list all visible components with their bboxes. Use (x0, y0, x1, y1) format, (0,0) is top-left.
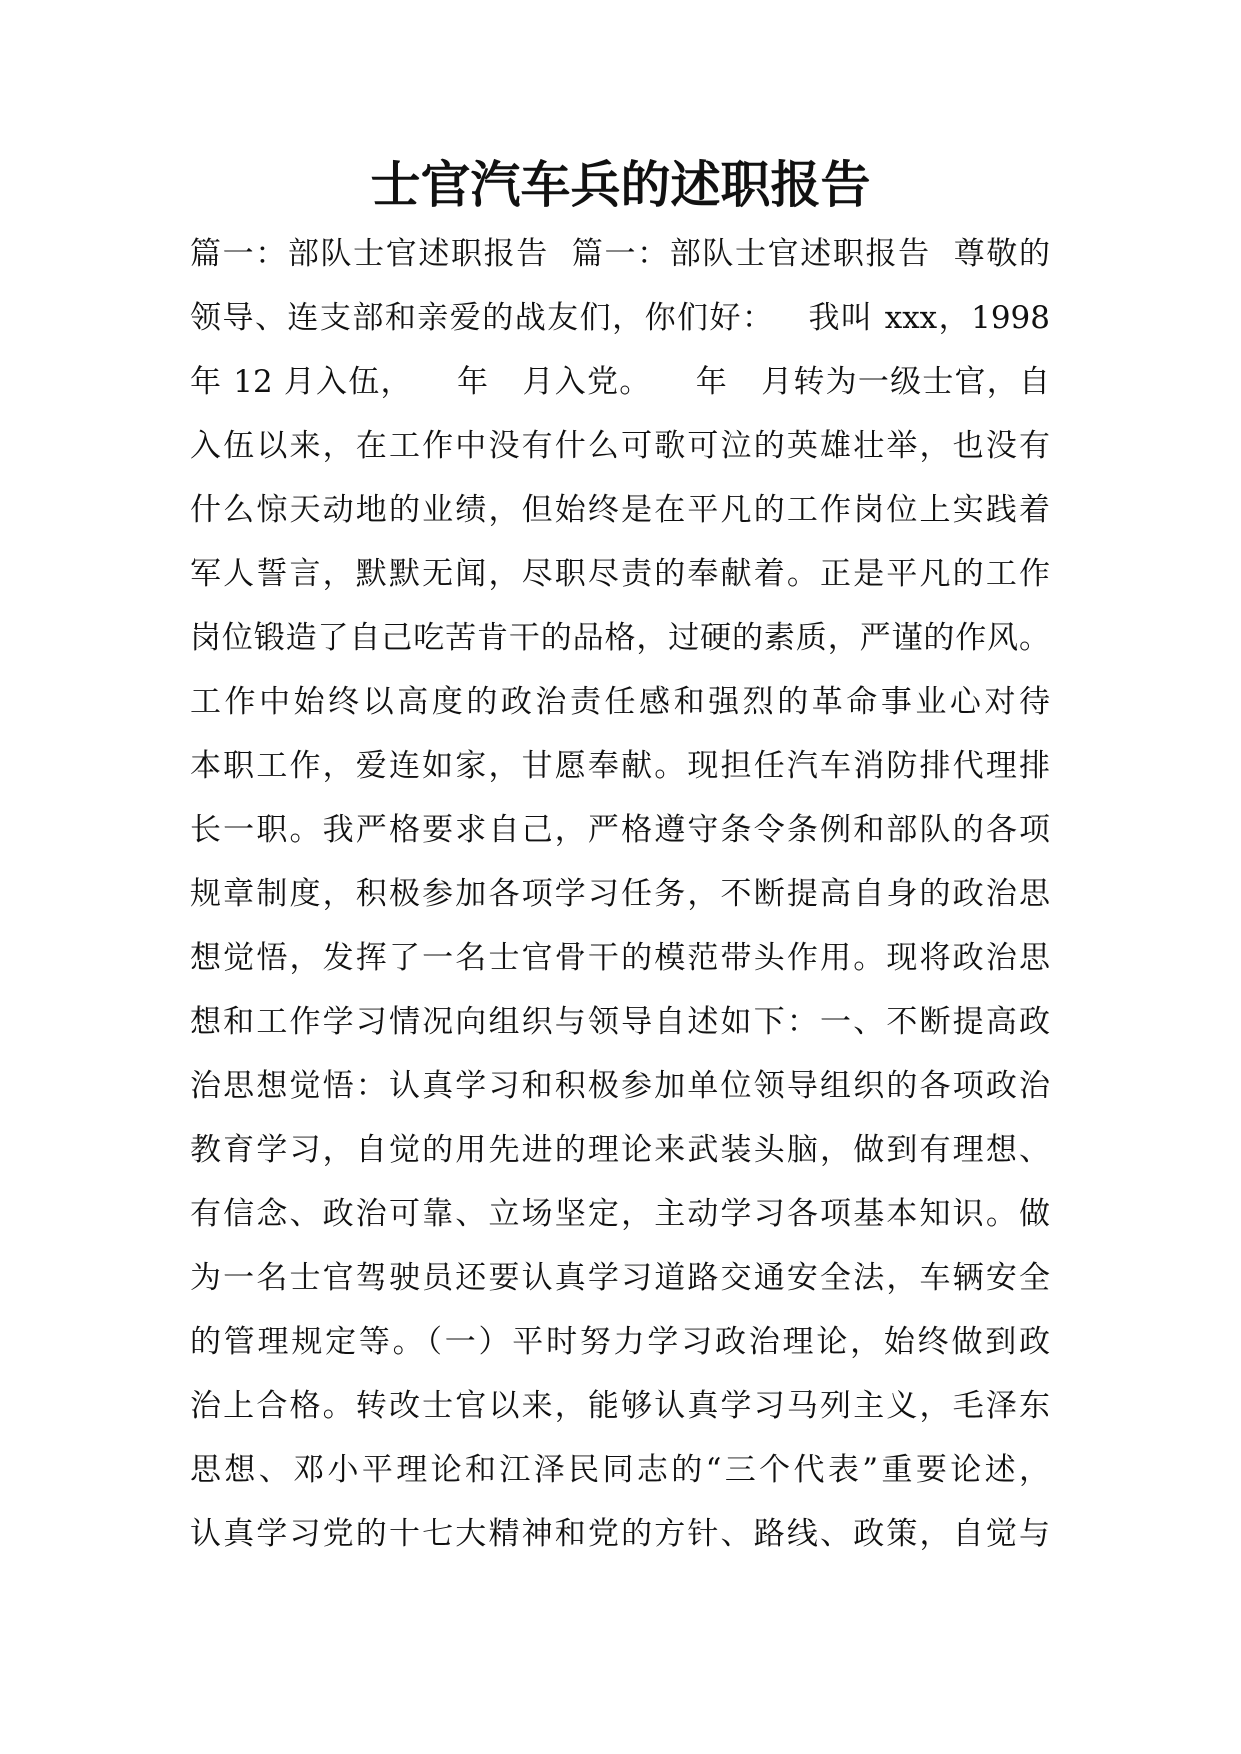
body-line: 岗位锻造了自己吃苦肯干的品格，过硬的素质，严谨的作风。 (190, 620, 1050, 656)
body-line: 为一名士官驾驶员还要认真学习道路交通安全法，车辆安全 (190, 1260, 1050, 1296)
body-line: 本职工作，爱连如家，甘愿奉献。现担任汽车消防排代理排 (190, 748, 1050, 784)
body-line: 年 12 月入伍， 年 月入党。 年 月转为一级士官，自 (190, 364, 1050, 400)
body-line: 领导、连支部和亲爱的战友们，你们好： 我叫 xxx，1998 (190, 300, 1050, 336)
body-line: 什么惊天动地的业绩，但始终是在平凡的工作岗位上实践着 (190, 492, 1050, 528)
body-line: 长一职。我严格要求自己，严格遵守条令条例和部队的各项 (190, 812, 1050, 848)
body-line: 教育学习，自觉的用先进的理论来武装头脑，做到有理想、 (190, 1132, 1050, 1168)
body-line: 治上合格。转改士官以来，能够认真学习马列主义，毛泽东 (190, 1388, 1050, 1424)
body-line: 有信念、政治可靠、立场坚定，主动学习各项基本知识。做 (190, 1196, 1050, 1232)
body-line: 工作中始终以高度的政治责任感和强烈的革命事业心对待 (190, 684, 1050, 720)
body-line: 治思想觉悟：认真学习和积极参加单位领导组织的各项政治 (190, 1068, 1050, 1104)
body-line: 思想、邓小平理论和江泽民同志的“三个代表”重要论述， (190, 1452, 1050, 1488)
body-line: 规章制度，积极参加各项学习任务，不断提高自身的政治思 (190, 876, 1050, 912)
body-line: 军人誓言，默默无闻，尽职尽责的奉献着。正是平凡的工作 (190, 556, 1050, 592)
body-line: 想觉悟，发挥了一名士官骨干的模范带头作用。现将政治思 (190, 940, 1050, 976)
body-line: 想和工作学习情况向组织与领导自述如下：一、不断提高政 (190, 1004, 1050, 1040)
document-title: 士官汽车兵的述职报告 (370, 155, 871, 214)
document-body (190, 222, 1050, 1566)
body-line: 认真学习党的十七大精神和党的方针、路线、政策，自觉与 (190, 1516, 1050, 1552)
body-line: 入伍以来，在工作中没有什么可歌可泣的英雄壮举，也没有 (190, 428, 1050, 464)
body-line: 的管理规定等。（一）平时努力学习政治理论，始终做到政 (190, 1324, 1050, 1360)
body-line: 篇一：部队士官述职报告 篇一：部队士官述职报告 尊敬的 (190, 236, 1050, 272)
